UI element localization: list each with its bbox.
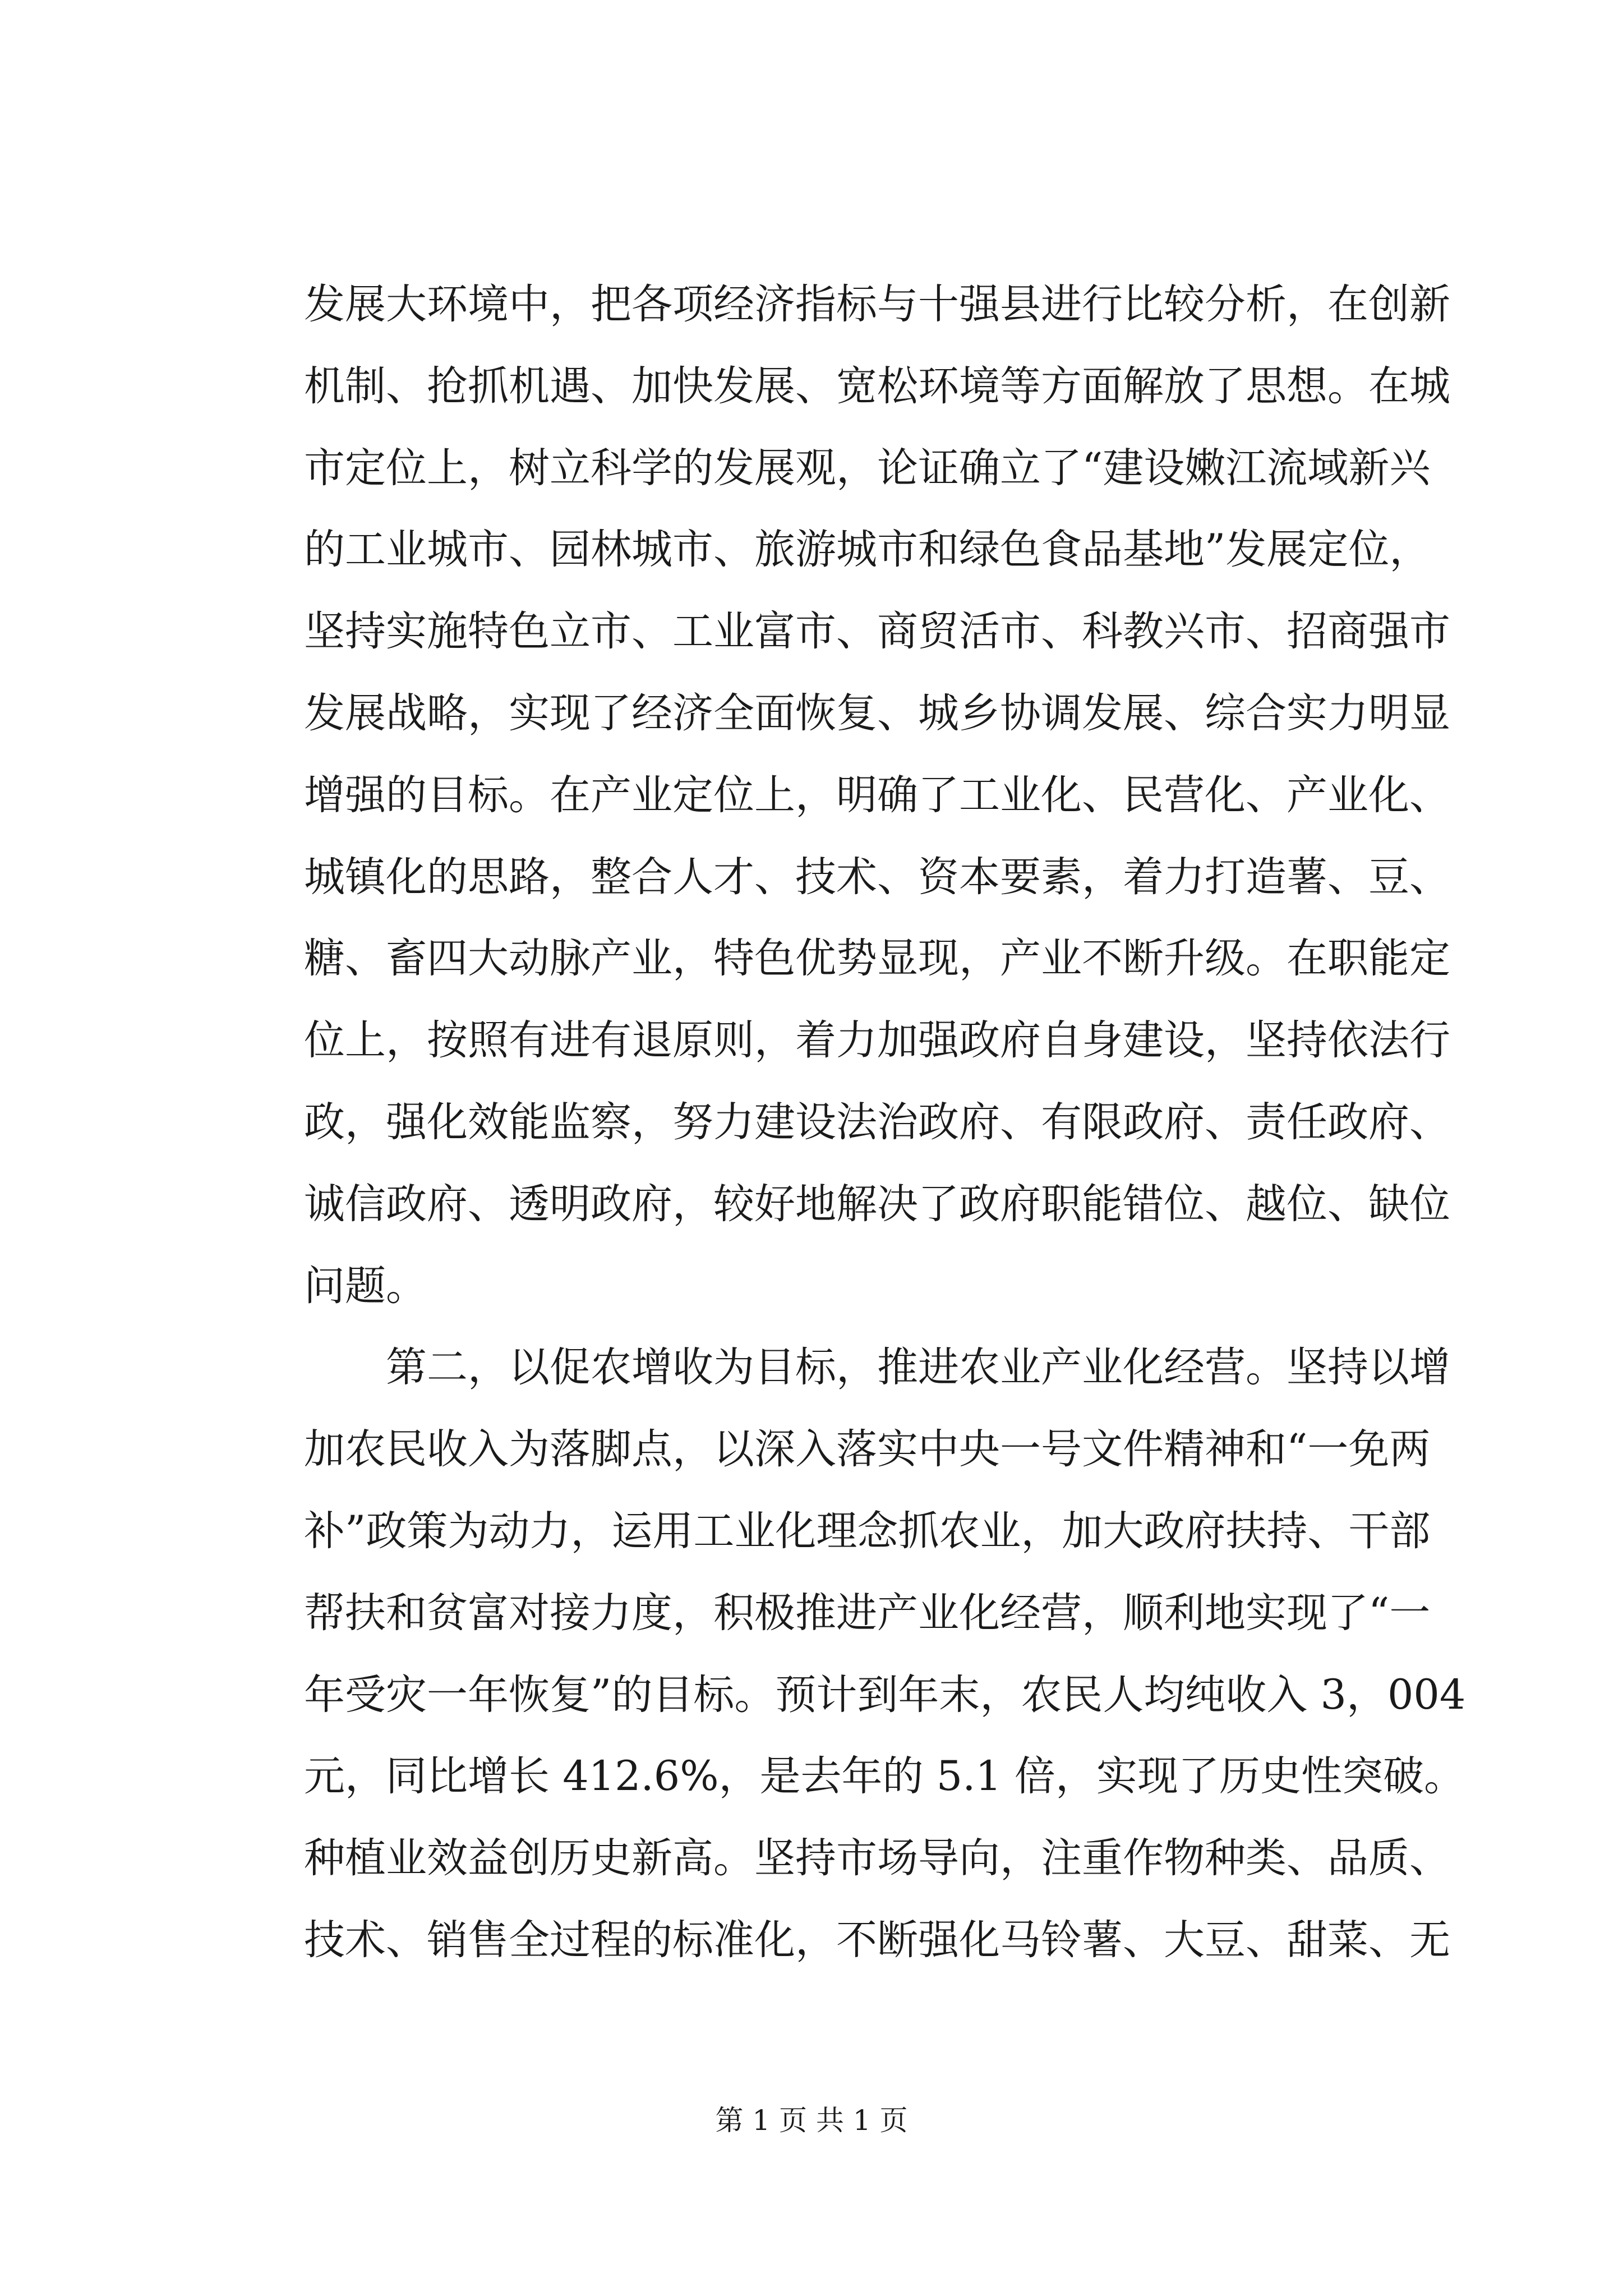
text-line: 机制、抢抓机遇、加快发展、宽松环境等方面解放了思想。在城 xyxy=(304,362,1450,410)
text-line: 技术、销售全过程的标准化，不断强化马铃薯、大豆、甜菜、无 xyxy=(304,1916,1450,1964)
paragraph-2 xyxy=(304,1327,1466,1981)
text-line: 帮扶和贫富对接力度，积极推进产业化经营，顺利地实现了“一 xyxy=(304,1589,1431,1637)
page-footer: 第 1 页 共 1 页 xyxy=(715,2104,908,2137)
text-line: 问题。 xyxy=(304,1262,427,1310)
text-line: 坚持实施特色立市、工业富市、商贸活市、科教兴市、招商强市 xyxy=(304,608,1450,656)
text-line: 元，同比增长 412.6%，是去年的 5.1 倍，实现了历史性突破。 xyxy=(304,1752,1465,1801)
paragraph-1 xyxy=(304,264,1450,1327)
text-line: 的工业城市、园林城市、旅游城市和绿色食品基地”发展定位， xyxy=(304,526,1431,574)
text-line: 发展战略，实现了经济全面恢复、城乡协调发展、综合实力明显 xyxy=(304,689,1450,737)
text-line: 政，强化效能监察，努力建设法治政府、有限政府、责任政府、 xyxy=(304,1098,1450,1146)
text-line: 增强的目标。在产业定位上，明确了工业化、民营化、产业化、 xyxy=(304,771,1450,819)
text-line: 加农民收入为落脚点，以深入落实中央一号文件精神和“一免两 xyxy=(304,1425,1431,1474)
text-line: 市定位上，树立科学的发展观，论证确立了“建设嫩江流域新兴 xyxy=(304,444,1431,492)
text-line: 诚信政府、透明政府，较好地解决了政府职能错位、越位、缺位 xyxy=(304,1180,1450,1228)
text-line: 糖、畜四大动脉产业，特色优势显现，产业不断升级。在职能定 xyxy=(304,935,1450,983)
text-line: 种植业效益创历史新高。坚持市场导向，注重作物种类、品质、 xyxy=(304,1834,1450,1883)
body-text xyxy=(304,264,1466,1981)
text-line: 补”政策为动力，运用工业化理念抓农业，加大政府扶持、干部 xyxy=(304,1507,1431,1555)
text-line: 第二，以促农增收为目标，推进农业产业化经营。坚持以增 xyxy=(304,1343,1450,1392)
text-line: 年受灾一年恢复”的目标。预计到年末，农民人均纯收入 3，004 xyxy=(304,1671,1466,1719)
text-line: 城镇化的思路，整合人才、技术、资本要素，着力打造薯、豆、 xyxy=(304,853,1450,901)
text-line: 位上，按照有进有退原则，着力加强政府自身建设，坚持依法行 xyxy=(304,1016,1450,1065)
text-line: 发展大环境中，把各项经济指标与十强县进行比较分析，在创新 xyxy=(304,280,1450,328)
